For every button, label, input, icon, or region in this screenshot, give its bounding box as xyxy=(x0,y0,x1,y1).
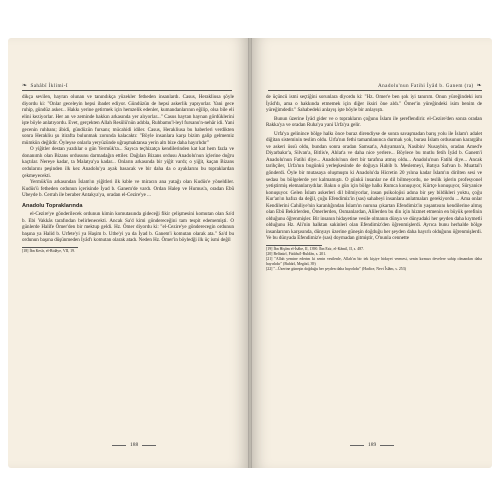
right-page-number xyxy=(350,442,394,448)
right-page xyxy=(250,38,492,468)
left-page xyxy=(8,38,250,468)
right-page-number-text: 189 xyxy=(368,442,377,448)
paragraph: Urfa'ya gelinince bölge halkı önce buraz direndiyse de sonra savaşmadan barış yolu ile İslam'ı adalet diğitan sisteminin teslim oldu. Urfa'nın fethi tamamlanınca durmak yok, burası İslam ordusunun karargâhı ve askeri üssü oldu, bundan sonra oradan Samsat'a, Adıyaman'a, Nasibin/ Nusaybin, oradan Amed'e Diyarbakır'a, Silvan'a, Bitlis'e, Ahlat'a ve daha nice yerlere... Böylece bu mutlu fetih İyâd b. Ganem'i Anadolu'nun Fatihi diye... Anadolu'nun dert bir tarafına atmış oldu... Anadolu'nun Fatihi diye... Ancak tarihçiler, Urfa'nın bugünkü yerleşkesinde de doğuya Habib b. Meslemeyi, Batıya Safvan b. Muattal'ı gönderdi. Öyle bir mutasaya oluşmuştu ki Anadolu'da Hicretin 20 yılına kadar İslam'ın dirilten sesi ve sedası bu bölgelerde yer kalmamıştı. O günkü insanlar ne dil bilmeyordu, ne teslik işlerin profesyonel yetiştirmiş elemanlarıydılar. Bakın o gün için bölge halkı Rumca konuşuyor, Kürtçe konuşuyor, Süryanice konuşuyor. Gelen İslam askerleri dil bilmiyorlar, insan psikolojisi adına bir şey bildikleri yoktu, çoğu Kur'an'ın hafızı da değil, çoğu Efendimiz'in (sas) sahabeyi insanlara anlatmaları gerekiyordu ... Ama onlar Kendilerini Cahiliye'nin karanlığından İslam'ın nuruna çıkartan Efendimiz'in yaşantısını kendilerine almış olan Ebû Bekirlerden, Ömerlerden, Osmanlardan, Alilerden bu din için hizmet etmenin en büyük şerefinin olduğunu öğrenmişler. Bir insanın hidayetine vesile olmanın dünya ve dünyadaki her şeyden daha kıymetli olduğunu Hz. Ali'nin halktan sakinleri olan Efendimiz'den öğrenmişlerdi. Ayrıca bunu herhalde bölge insanlarının karşısında, dünyayı üzerine güneşin doğduğu her şeyden daha hayırlı olduğunu öğrenmişlerdi. Ve bu dünyada Efendimiz'e (sas) doymadan gitmiştir, O'nunla cennette xyxy=(266,130,482,242)
right-running-head xyxy=(378,82,482,89)
dash xyxy=(350,445,364,446)
footnote: [19] İbn Hişâm el-İsâbe, II, 1390. İbn Esir, el-Kâmil, II, s. 487. xyxy=(266,247,365,252)
dash xyxy=(142,445,156,446)
book-gutter xyxy=(248,38,252,468)
left-header-rule xyxy=(22,90,232,91)
left-page-number xyxy=(112,442,156,448)
paragraph: Bunun üzerine İyâd gider ve o toprakların çoğunu İslam ile şereflendirir. el-Cezire'den sonra oradan Rakka'ya ve oradan Ruha'ya yani Urfa'ya gelir. xyxy=(266,115,482,129)
ornament-icon: ❧ xyxy=(476,83,482,89)
left-running-head xyxy=(22,82,68,89)
right-header-rule xyxy=(268,90,482,91)
left-running-head-text: Sahâbî İklimi-I xyxy=(30,82,68,89)
footnote-rule xyxy=(266,245,322,246)
right-running-head-text: Anadolu'nun Fatihi İyâd b. Ganem (ra) xyxy=(378,82,474,89)
footnote: [21] "Allah yemine ederim ki senin vesilenle, Allah'ın bir tek kişiye hidayet vermesi, senin kırmızı develere sahip olmandan daha hayırlıdır" (Buhârî, Megâzî, 39) xyxy=(266,257,482,267)
footnote: [20] Belâzürî, Fütûhu'l-Buldân, s. 201. xyxy=(266,252,327,257)
right-page-body xyxy=(266,94,482,432)
paragraph: de üçüncü ismi seçtiğini sorunlara diyordu ki: "Hz. Ömer'e ben şok iyi tanırım. Onun yüreğindeki ism İyâd'dı, ama o hakkında etmemek için diğer iksiri öne aldı." Ömer'in yüreğindeki isim benim de yüreğimdedir." Sahabedeki anlayış işte böyle bir anlayıştı. xyxy=(266,94,482,114)
footnote: [22] "...Üzerine güneşin doğduğu her şeyden daha hayırlıdır" (Hadice, Nevi Îslâm, s. 253) xyxy=(266,267,406,272)
left-page-body xyxy=(22,94,234,432)
footnote: [18] İbn Kesîr, el-Bidâye, VII, 19. xyxy=(22,249,76,254)
section-heading: Anadolu Topraklarında xyxy=(22,202,83,209)
paragraph: dikça sevilen, hayran olunan ve tanındıkça yüzekler fetheden insanlardı. Casus, Herakliusa şöyle diyordu ki: "Onlar geceleyin hepsi ibadet ediyor. Gündüzün de hepsi askerlik yapıyorlar. Yani gece ruhip, gündüz asker... Hakkı yerine getirmek için hemzelik edenler, kumandanlarının eğilip, olsa bile eli elini keziyorlar. Her an ve zeminde hakkın arkasında yer alıyorlar..." Casus haytan haynan gördüklerini işte böyle anlatıyordu. Evet, gerçekten Allah Resûlü'nün adıbla, Ruhbamu'l-leyl fursanu'n-nehâr idi. Yani gecenin ruhbanı; âbidi, gündüzün fursanı; mücahidi idiler. Casus, Herakliusa bu haberleri verdikten sonra Herakliu şu itirafta bulunmak zorunda kalacaktı: "Böyle insanlara karşı bizim galip gelmemiz mümkün değildir. Öyleyse onlarla yeryüzünde uğraşmaktansa yerin altı bize daha hayırlıdır" xyxy=(22,94,234,146)
dash xyxy=(112,445,126,446)
ornament-icon: ❧ xyxy=(22,83,28,89)
dash xyxy=(380,445,394,446)
paragraph: O yiğitler destan yazdılar o gün Yermük'ta... Sayıca teçhizatça kendilerinden kat kat hem fazla ve donanımlı olan Bizans ordusunu darmadağın ettiler. Dağılan Bizans ordusu Anadolu'nun içlerine doğru kaçtılar. Nereye kadar, ta Malatya'ya kadar... Onların arkasında bir yiğit vardı; o yiğit, kaçan Bizans ordularını peşinden ilk kez Anadolu'ya ayak basacak ve bir daha da o ayaklarını bu topraklardan çekmeyecekti. xyxy=(22,146,234,179)
left-page-number-text: 188 xyxy=(130,442,139,448)
footnote-rule xyxy=(22,247,78,248)
paragraph: Yermük'ün arkasından İslam'ın yiğitleri ilk kıble ve miracın ana yatağı olan Kudüs'e yöneldiler. Kudüs'ü fetheden ordunun içerisinde İyad b. Ganem'de vardı. Ordan Halep ve Humus'a, oradan Ebû Ubeyde b. Cerrah ile beraber Antakya'ya, oradan el-Cezire'ye ... xyxy=(22,179,234,199)
paragraph: el-Cezire'ye gönderilecek ordunun kimin komutasında gideceği fikir çelişmesini komutan olan Sa'd b. Ebi Vakkâs tarafından belirlenecekti. Ancak Sa'd kimi göndereceğini tam tespit edememişti. O günlerde Halife Ömer'den bir mektup geldi. Hz. Ömer diyordu ki: "el-Cezire'ye gönderecegin ordunun başına ya Halid b. Urfete'yi ya Haşim b. Utbe'yi ya da İyad b. Ganem'i komutan olarak ata." Sa'd bu ordunun başına düşünmeden İyâd'ı komutan olarak atadı. Neden Hz. Ömer'in böyledği ilk üç ismi değil xyxy=(22,211,234,244)
